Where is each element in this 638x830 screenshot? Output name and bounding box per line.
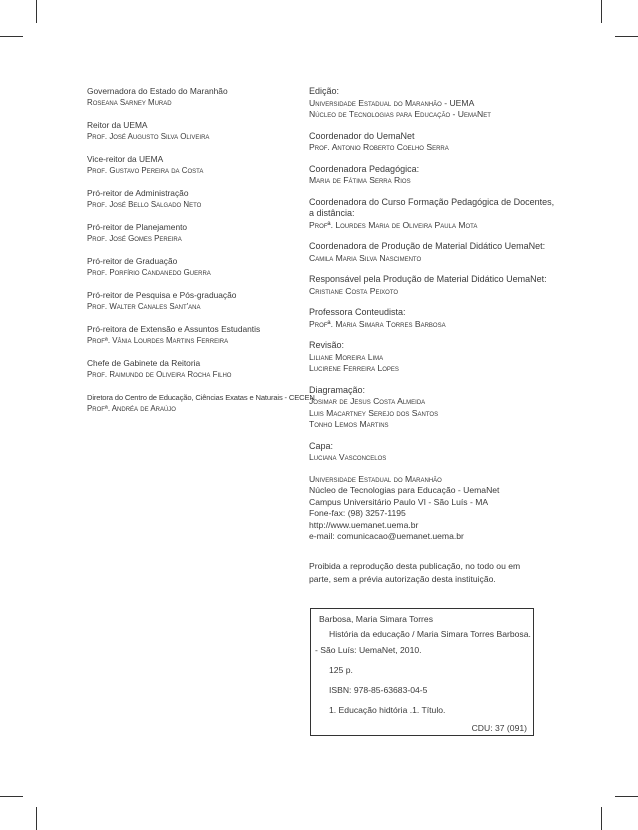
credit-role: Chefe de Gabinete da Reitoria — [87, 358, 201, 368]
credit-role: Coordenadora de Produção de Material Didático UemaNet: — [309, 241, 546, 251]
credit-person: Camila Maria Silva Nascimento — [309, 252, 422, 263]
crop-mark-top-right-v — [601, 0, 602, 23]
credit-entry — [309, 196, 555, 232]
credit-person: Roseana Sarney Murad — [87, 98, 172, 107]
credit-entry — [87, 154, 297, 176]
crop-mark-bottom-right-v — [601, 807, 602, 830]
address-email-link[interactable]: e-mail: comunicacao@uemanet.uema.br — [309, 531, 464, 542]
credit-person: Prof. Antonio Roberto Coelho Serra — [309, 142, 449, 152]
catalog-cdu: CDU: 37 (091) — [471, 723, 527, 733]
credit-role: Coordenadora Pedagógica: — [309, 163, 420, 174]
credit-role: Responsável pela Produção de Material Didático UemaNet: — [309, 274, 547, 284]
credit-entry — [309, 164, 549, 187]
credit-entry — [309, 241, 549, 264]
catalog-imprint: - São Luís: UemaNet, 2010. — [315, 645, 422, 655]
address-phone: Fone-fax: (98) 3257-1195 — [309, 508, 406, 519]
credit-person: Prof. José Gomes Pereira — [87, 234, 182, 243]
credit-entry — [87, 188, 297, 210]
institution-address — [309, 474, 549, 542]
credit-entry — [87, 86, 297, 108]
credit-person: Universidade Estadual do Maranhão - UEMA — [309, 97, 475, 108]
credit-entry — [87, 392, 315, 414]
address-university: Universidade Estadual do Maranhão — [309, 474, 442, 484]
credit-person: Liliane Moreira Lima — [309, 351, 384, 362]
credit-entry — [87, 290, 297, 312]
credit-person: Lucirene Ferreira Lopes — [309, 363, 399, 373]
credit-role: Diretora do Centro de Educação, Ciências Exatas e Naturais - CECEN — [87, 393, 315, 402]
credit-role: Revisão: — [309, 340, 345, 350]
credit-person: Tonho Lemos Martins — [309, 419, 389, 429]
credits-left-column — [87, 86, 315, 426]
credit-person: Josimar de Jesus Costa Almeida — [309, 396, 426, 406]
copyright-notice — [309, 560, 549, 585]
crop-mark-top-left-v — [36, 0, 37, 23]
credit-role: Vice-reitor da UEMA — [87, 154, 164, 164]
credit-entry-edicao — [309, 86, 549, 121]
catalog-card — [310, 608, 534, 736]
credit-entry — [309, 131, 549, 154]
credit-role: Professora Conteudista: — [309, 307, 406, 317]
crop-mark-top-left-h — [0, 36, 23, 37]
credit-entry — [309, 340, 549, 375]
credit-entry — [309, 274, 549, 297]
credit-person: Prof. José Bello Salgado Neto — [87, 200, 202, 209]
notice-line: Proibida a reprodução desta publicação, no todo ou em — [309, 561, 521, 571]
credit-person: Cristiane Costa Peixoto — [309, 285, 399, 296]
notice-line: parte, sem a prévia autorização desta instituição. — [309, 573, 496, 584]
catalog-isbn: ISBN: 978-85-63683-04-5 — [329, 685, 428, 695]
credit-role: Pró-reitora de Extensão e Assuntos Estudantis — [87, 324, 261, 334]
catalog-title: História da educação / Maria Simara Torres Barbosa. — [329, 629, 531, 639]
credit-person: Núcleo de Tecnologias para Educação - UemaNet — [309, 109, 491, 119]
credit-entry — [309, 441, 549, 464]
crop-mark-bottom-right-h — [615, 796, 638, 797]
credit-entry — [87, 222, 297, 244]
credit-person: Profª. Lourdes Maria de Oliveira Paula Mota — [309, 219, 478, 230]
credit-person: Luciana Vasconcelos — [309, 452, 387, 462]
credit-role: Coordenador do UemaNet — [309, 130, 415, 141]
credit-person: Prof. Raimundo de Oliveira Rocha Filho — [87, 370, 232, 379]
credit-entry — [87, 358, 297, 380]
address-website-link[interactable]: http://www.uemanet.uema.br — [309, 519, 419, 530]
crop-mark-bottom-left-v — [36, 807, 37, 830]
credit-person: Profª. Maria Simara Torres Barbosa — [309, 318, 446, 329]
credit-role: Pró-reitor de Pesquisa e Pós-graduação — [87, 290, 237, 300]
credit-role: Capa: — [309, 440, 334, 451]
credit-person: Prof. Porfírio Candanedo Guerra — [87, 268, 211, 277]
credit-entry — [87, 256, 297, 278]
credits-right-column — [309, 86, 555, 474]
credit-person: Prof. Gustavo Pereira da Costa — [87, 166, 204, 175]
crop-mark-top-right-h — [615, 36, 638, 37]
credit-person: Profª. Andréa de Araújo — [87, 404, 176, 413]
credit-person: Luis Macartney Serejo dos Santos — [309, 407, 439, 418]
credit-role: Reitor da UEMA — [87, 120, 148, 130]
credit-role: Coordenadora do Curso Formação Pedagógica de Docentes, — [309, 196, 555, 207]
credit-entry — [87, 324, 297, 346]
credit-role: Pró-reitor de Planejamento — [87, 222, 188, 232]
catalog-pages: 125 p. — [329, 665, 353, 675]
credit-entry — [309, 307, 549, 330]
credit-entry — [87, 120, 297, 142]
catalog-author: Barbosa, Maria Simara Torres — [319, 614, 433, 624]
credit-role: Pró-reitor de Graduação — [87, 256, 178, 266]
credit-person: Profª. Vânia Lourdes Martins Ferreira — [87, 336, 229, 345]
catalog-subjects: 1. Educação hidtória .1. Título. — [329, 705, 446, 715]
credit-person: Maria de Fátima Serra Rios — [309, 175, 411, 185]
credit-role: Pró-reitor de Administração — [87, 188, 189, 198]
credit-person: Prof. José Augusto Silva Oliveira — [87, 132, 210, 141]
address-nucleo: Núcleo de Tecnologias para Educação - UemaNet — [309, 485, 500, 496]
credit-role: Governadora do Estado do Maranhão — [87, 86, 228, 96]
credit-person: Prof. Walter Canales Sant'ana — [87, 302, 201, 311]
credit-entry — [309, 385, 549, 431]
credit-role: a distância: — [309, 208, 355, 218]
credit-role: Diagramação: — [309, 384, 366, 395]
credit-role: Edição: — [309, 86, 340, 96]
crop-mark-bottom-left-h — [0, 796, 23, 797]
address-campus: Campus Universitário Paulo VI - São Luís - MA — [309, 496, 489, 507]
